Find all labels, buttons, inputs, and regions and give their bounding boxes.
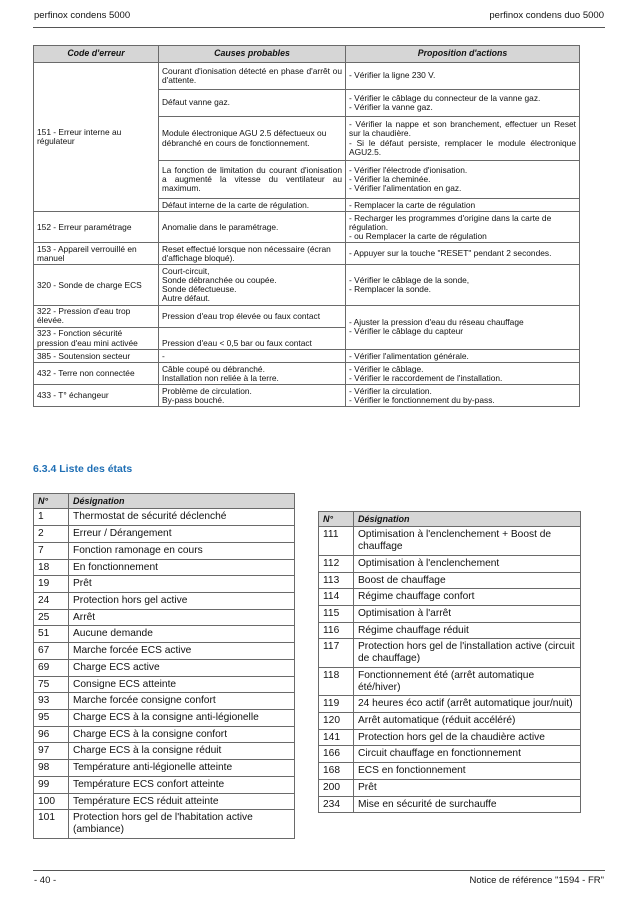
table-row [319,572,581,589]
error-actions [346,385,580,407]
page-number: - 40 - [34,875,57,886]
error-table-header-row [34,46,580,63]
error-code: 153 - Appareil verrouillé en manuel [34,243,159,265]
state-designation: Protection hors gel de l'installation active (circuit de chauffage) [354,639,581,667]
state-designation: En fonctionnement [69,559,295,576]
state-number: 96 [34,726,69,743]
state-number: 69 [34,659,69,676]
error-actions [346,265,580,305]
table-row [319,527,581,555]
error-action: - Vérifier le câblage du connecteur de la vanne gaz. [349,92,541,103]
header-causes: Causes probables [159,46,346,63]
table-row [319,589,581,606]
table-row [319,555,581,572]
error-action: - Recharger les programmes d'origine dans la carte de régulation. [349,212,552,232]
error-cause: Pression d'eau trop élevée ou faux contact [159,305,346,327]
header-actions: Proposition d'actions [346,46,580,63]
section-title: 6.3.4 Liste des états [33,463,133,475]
state-number: 120 [319,712,354,729]
state-number: 95 [34,709,69,726]
table-row [34,693,295,710]
error-code: 151 - Erreur interne au régulateur [34,63,159,212]
error-cause: Anomalie dans le paramétrage. [159,212,346,243]
error-cause: Sonde débranchée ou coupée. [162,275,277,286]
table-row [34,776,295,793]
error-causes [159,363,346,385]
state-number: 67 [34,643,69,660]
header-right: perfinox condens duo 5000 [489,10,604,21]
table-row [34,305,580,327]
state-number: 117 [319,639,354,667]
state-number: 115 [319,605,354,622]
table-row [34,385,580,407]
state-designation: Protection hors gel de la chaudière active [354,729,581,746]
table-row [34,509,295,526]
error-code: 432 - Terre non connectée [34,363,159,385]
state-number: 7 [34,542,69,559]
state-number: 24 [34,592,69,609]
table-row [319,622,581,639]
table-row [34,63,580,90]
error-action: - Appuyer sur la touche "RESET" pendant 2 secondes. [346,243,580,265]
error-actions [346,305,580,349]
state-number: 18 [34,559,69,576]
state-designation: Circuit chauffage en fonctionnement [354,746,581,763]
state-number: 98 [34,760,69,777]
state-number: 118 [319,667,354,695]
error-cause: Défaut interne de la carte de régulation. [159,199,346,212]
table-row [34,576,295,593]
error-action: - Vérifier le raccordement de l'installation. [349,372,503,383]
error-code: 320 - Sonde de charge ECS [34,265,159,305]
state-number: 200 [319,779,354,796]
state-number: 113 [319,572,354,589]
error-cause: La fonction de limitation du courant d'ionisation a augmenté la vitesse du ventilateur au maximum. [159,161,346,199]
state-designation: Régime chauffage réduit [354,622,581,639]
error-codes-table [33,45,580,407]
header-designation: Désignation [69,494,295,509]
table-row [319,712,581,729]
header-designation: Désignation [354,512,581,527]
state-designation: Protection hors gel de l'habitation active (ambiance) [69,810,295,838]
error-actions [346,363,580,385]
state-designation: Arrêt automatique (réduit accéléré) [354,712,581,729]
state-designation: Charge ECS à la consigne réduit [69,743,295,760]
table-row [319,639,581,667]
error-action: - Vérifier la cheminée. [349,173,431,184]
state-designation: Protection hors gel active [69,592,295,609]
error-code: 433 - T° échangeur [34,385,159,407]
error-action: - Vérifier la vanne gaz. [349,102,433,112]
state-number: 19 [34,576,69,593]
table-row [34,676,295,693]
state-designation: ECS en fonctionnement [354,763,581,780]
state-designation: Charge ECS à la consigne confort [69,726,295,743]
header-code: Code d'erreur [34,46,159,63]
error-actions [346,212,580,243]
table-row [34,743,295,760]
state-number: 234 [319,796,354,813]
table-row [319,667,581,695]
error-cause: Installation non reliée à la terre. [162,372,279,383]
state-number: 116 [319,622,354,639]
state-designation: Charge ECS à la consigne anti-légionelle [69,709,295,726]
state-number: 119 [319,696,354,713]
error-action: - Vérifier le câblage de la sonde, [349,275,470,286]
error-cause: Court-circuit, [162,265,210,276]
error-cause: Courant d'ionisation détecté en phase d'arrêt ou d'attente. [159,63,346,90]
state-designation: Fonctionnement été (arrêt automatique été/hiver) [354,667,581,695]
state-number: 51 [34,626,69,643]
state-designation: Arrêt [69,609,295,626]
state-number: 25 [34,609,69,626]
error-cause: - [159,350,346,363]
table-row [319,779,581,796]
state-number: 100 [34,793,69,810]
table-row [34,659,295,676]
state-number: 168 [319,763,354,780]
error-cause: By-pass bouché. [162,394,225,405]
error-action: - Vérifier la circulation. [349,385,432,396]
state-number: 112 [319,555,354,572]
states-header-row [34,494,295,509]
table-row [319,796,581,813]
error-action: - Vérifier le câblage du capteur [349,326,464,337]
table-row [319,729,581,746]
table-row [34,212,580,243]
header-left: perfinox condens 5000 [34,10,131,21]
error-action: - Vérifier le fonctionnement du by-pass. [349,394,495,405]
state-designation: Boost de chauffage [354,572,581,589]
state-number: 99 [34,776,69,793]
state-number: 141 [319,729,354,746]
error-code: 385 - Soutension secteur [34,350,159,363]
table-row [34,609,295,626]
error-action: - Ajuster la pression d'eau du réseau chauffage [349,317,524,328]
state-designation: Température ECS confort atteinte [69,776,295,793]
error-actions [346,117,580,161]
error-code: 152 - Erreur paramétrage [34,212,159,243]
state-number: 166 [319,746,354,763]
error-actions [346,90,580,117]
state-number: 1 [34,509,69,526]
error-causes [159,385,346,407]
table-row [34,526,295,543]
state-designation: Prêt [354,779,581,796]
table-row [34,643,295,660]
error-code: 322 - Pression d'eau trop élevée. [34,305,159,327]
table-row [34,592,295,609]
error-cause: Pression d'eau < 0,5 bar ou faux contact [159,327,346,349]
table-row [34,709,295,726]
state-designation: Température anti-légionelle atteinte [69,760,295,777]
state-designation: Prêt [69,576,295,593]
error-code: 323 - Fonction sécurité pression d'eau mini activée [34,327,159,349]
error-cause: Câble coupé ou débranché. [162,363,265,374]
table-row [34,559,295,576]
table-row [34,726,295,743]
error-actions [346,161,580,199]
error-cause: Autre défaut. [162,293,210,304]
table-row [34,243,580,265]
state-number: 2 [34,526,69,543]
header-number: N° [34,494,69,509]
state-designation: Régime chauffage confort [354,589,581,606]
state-designation: Thermostat de sécurité déclenché [69,509,295,526]
header-rule [33,27,605,28]
error-cause: Module électronique AGU 2.5 défectueux ou débranché en cours de fonctionnement. [159,117,346,161]
table-row [34,760,295,777]
state-designation: Mise en sécurité de surchauffe [354,796,581,813]
error-action: - Vérifier la nappe et son branchement, effectuer un Reset sur la chaudière. [349,119,576,139]
error-action: - Remplacer la carte de régulation [346,199,580,212]
state-designation: Charge ECS active [69,659,295,676]
state-number: 114 [319,589,354,606]
error-action: - ou Remplacer la carte de régulation [349,230,487,241]
table-row [34,626,295,643]
state-designation: Optimisation à l'arrêt [354,605,581,622]
state-designation: Optimisation à l'enclenchement [354,555,581,572]
error-action: - Vérifier l'électrode d'ionisation. [349,164,468,175]
error-action: - Remplacer la sonde. [349,284,431,295]
state-designation: Température ECS réduit atteinte [69,793,295,810]
state-number: 101 [34,810,69,838]
error-cause: Problème de circulation. [162,385,252,396]
table-row [34,350,580,363]
state-number: 75 [34,676,69,693]
state-designation: Marche forcée ECS active [69,643,295,660]
table-row [319,605,581,622]
table-row [319,746,581,763]
error-causes [159,265,346,305]
error-cause: Reset effectué lorsque non nécessaire (écran d'affichage bloqué). [159,243,346,265]
states-table-right [318,511,581,813]
error-action: - Vérifier le câblage. [349,363,424,374]
state-number: 93 [34,693,69,710]
state-designation: 24 heures éco actif (arrêt automatique jour/nuit) [354,696,581,713]
table-row [34,542,295,559]
footer-rule [33,870,605,871]
table-row [34,363,580,385]
state-designation: Marche forcée consigne confort [69,693,295,710]
table-row [34,265,580,305]
state-designation: Optimisation à l'enclenchement + Boost de chauffage [354,527,581,555]
state-designation: Erreur / Dérangement [69,526,295,543]
footer-reference: Notice de référence "1594 - FR" [469,875,604,886]
state-designation: Consigne ECS atteinte [69,676,295,693]
error-cause: Sonde défectueuse. [162,284,237,295]
table-row [34,793,295,810]
error-cause: Défaut vanne gaz. [159,90,346,117]
error-action: - Vérifier l'alimentation générale. [346,350,580,363]
error-action: - Si le défaut persiste, remplacer le module électronique AGU2.5. [349,137,576,157]
table-row [319,763,581,780]
table-row [34,810,295,838]
state-designation: Fonction ramonage en cours [69,542,295,559]
state-number: 111 [319,527,354,555]
error-action: - Vérifier l'alimentation en gaz. [349,183,462,194]
states-table-left [33,493,295,839]
error-action: - Vérifier la ligne 230 V. [346,63,580,90]
header-number: N° [319,512,354,527]
state-number: 97 [34,743,69,760]
state-designation: Aucune demande [69,626,295,643]
table-row [319,696,581,713]
states-header-row [319,512,581,527]
